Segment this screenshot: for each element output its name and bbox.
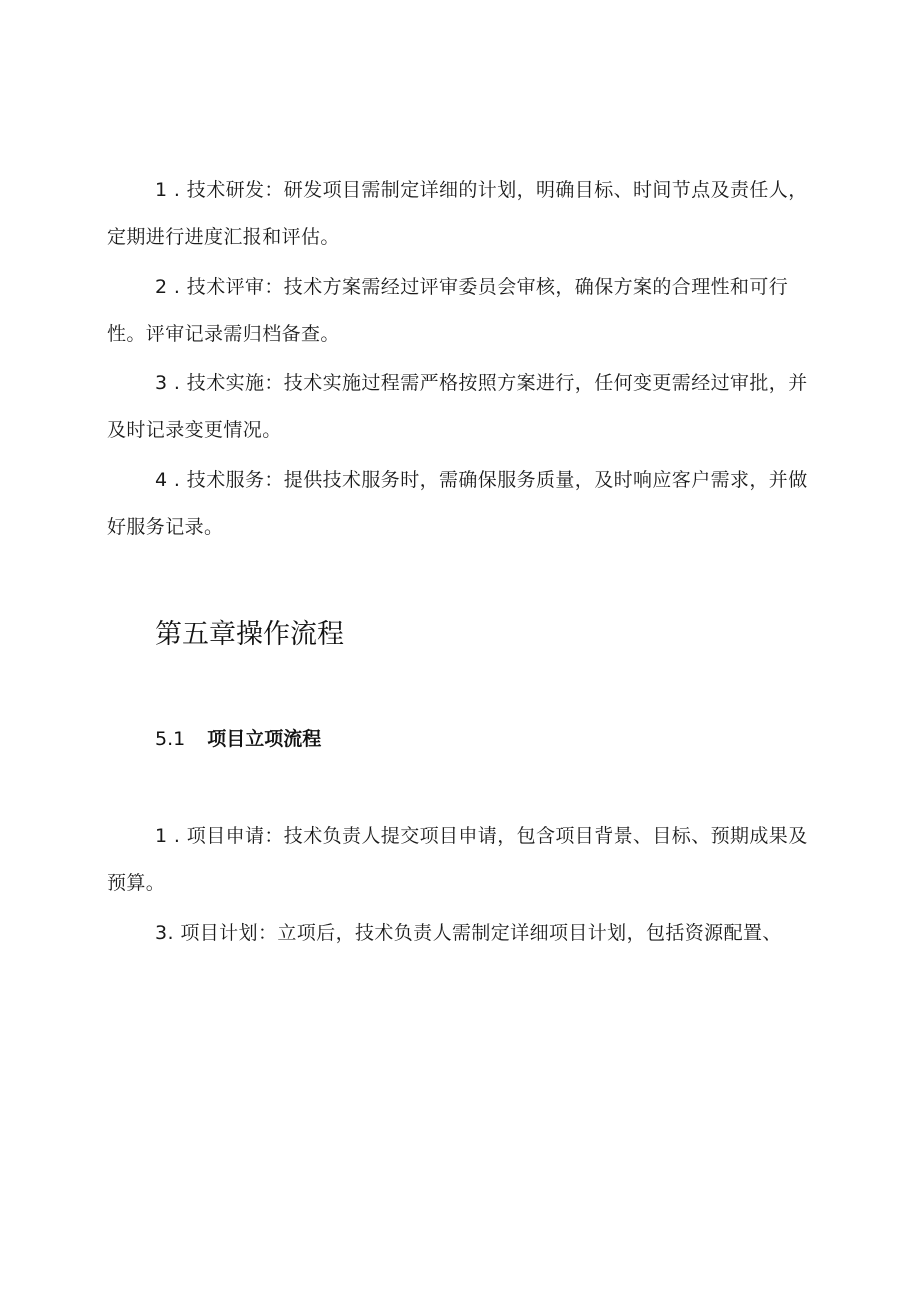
section-number: 5.1 xyxy=(155,728,186,750)
section-heading xyxy=(155,722,321,756)
paragraph-tech-rd: 1 . 技术研发：研发项目需制定详细的计划，明确目标、时间节点及责任人，定期进行进度汇报和评估。 xyxy=(107,179,808,248)
section-title: 项目立项流程 xyxy=(207,728,322,750)
paragraph-project-plan: 3. 项目计划：立项后，技术负责人需制定详细项目计划，包括资源配置、 xyxy=(155,922,782,944)
paragraph-tech-implementation: 3 . 技术实施：技术实施过程需严格按照方案进行，任何变更需经过审批，并及时记录变更情况。 xyxy=(107,372,808,441)
paragraph-tech-service: 4 . 技术服务：提供技术服务时，需确保服务质量，及时响应客户需求，并做好服务记录。 xyxy=(107,469,808,538)
chapter-title: 第五章操作流程 xyxy=(155,619,344,650)
paragraph-tech-review: 2 . 技术评审：技术方案需经过评审委员会审核，确保方案的合理性和可行性。评审记录需归档备查。 xyxy=(107,276,789,345)
paragraph-project-application: 1 . 项目申请：技术负责人提交项目申请，包含项目背景、目标、预期成果及预算。 xyxy=(107,825,808,894)
